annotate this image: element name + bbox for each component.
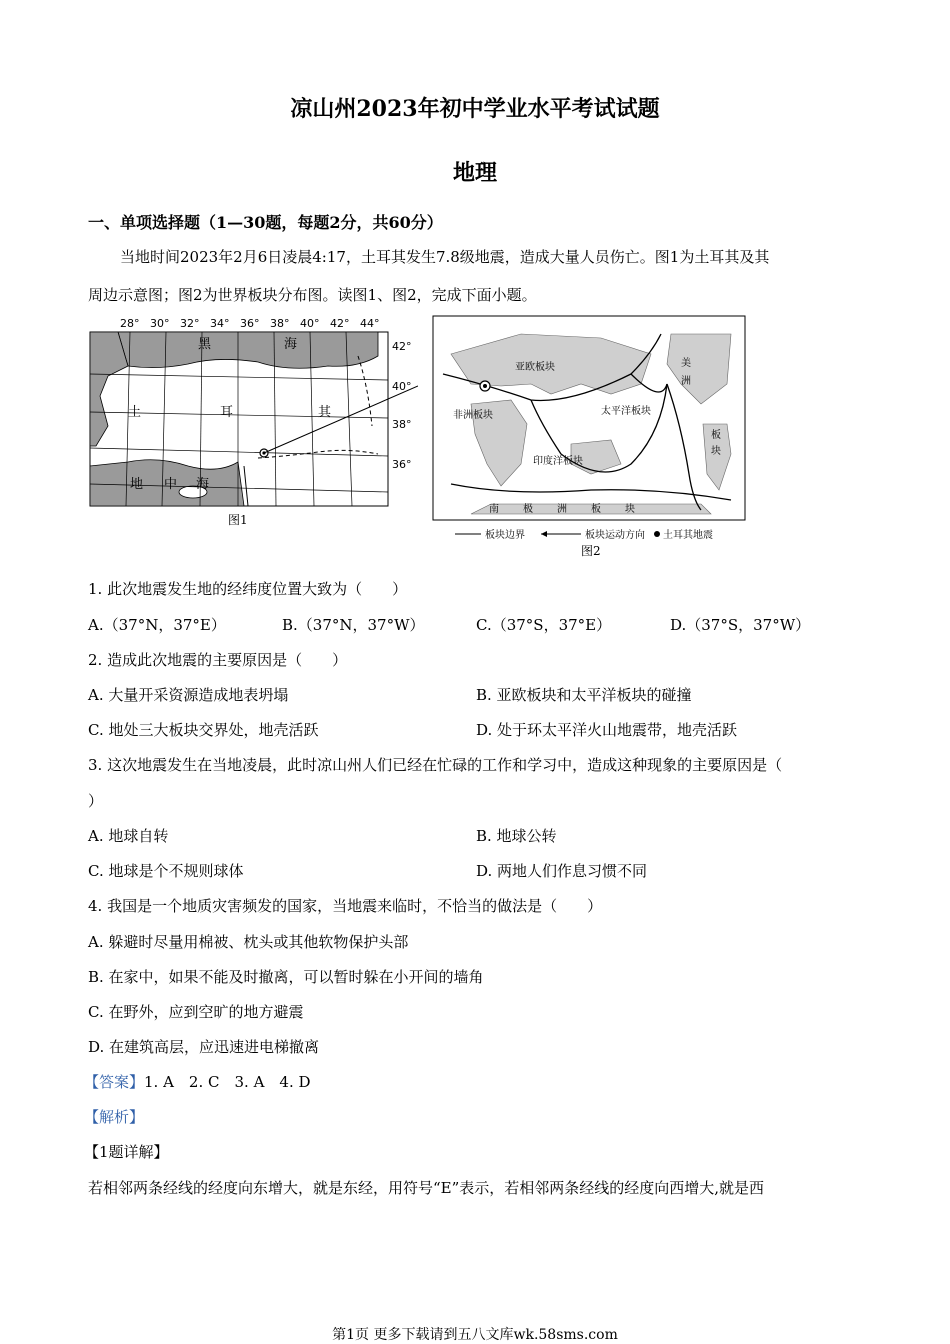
plate-label: 洲 xyxy=(681,376,691,387)
question-2-stem: 2. 造成此次地震的主要原因是（ ） xyxy=(88,651,348,669)
lon-label: 32° xyxy=(180,317,200,330)
question-3-option-a[interactable]: A. 地球自转 xyxy=(88,827,169,845)
figure-2-plate-map xyxy=(431,314,747,560)
analysis-text: 若相邻两条经线的经度向东增大，就是东经，用符号“E”表示，若相邻两条经线的经度向西增大,就是西 xyxy=(88,1179,765,1197)
lon-label: 36° xyxy=(240,317,260,330)
question-3-option-c[interactable]: C. 地球是个不规则球体 xyxy=(88,862,244,880)
question-3-stem: 3. 这次地震发生在当地凌晨，此时凉山州人们已经在忙碌的工作和学习中，造成这种现象的主要原因是（ xyxy=(88,756,783,774)
figure-1-caption: 图1 xyxy=(228,513,248,527)
legend-boundary: 板块边界 xyxy=(485,530,525,541)
subject-title: 地理 xyxy=(452,160,497,186)
question-2-option-a[interactable]: A. 大量开采资源造成地表坍塌 xyxy=(88,686,289,704)
answer-label: 【答案】 xyxy=(84,1073,145,1091)
intro-line-1: 当地时间2023年2月6日凌晨4:17，土耳其发生7.8级地震，造成大量人员伤亡。图1为土耳其及其 xyxy=(120,248,770,266)
lon-label: 40° xyxy=(300,317,320,330)
question-4-option-b[interactable]: B. 在家中，如果不能及时撤离，可以暂时躲在小开间的墙角 xyxy=(88,968,484,986)
question-1-stem: 1. 此次地震发生地的经纬度位置大致为（ ） xyxy=(88,580,408,598)
question-1-option-b[interactable]: B.（37°N，37°W） xyxy=(282,616,425,634)
plate-label: 美 xyxy=(681,358,691,369)
lat-label: 36° xyxy=(392,458,412,471)
lat-label: 40° xyxy=(392,380,412,393)
question-2-option-c[interactable]: C. 地处三大板块交界处，地壳活跃 xyxy=(88,721,319,739)
question-4-option-d[interactable]: D. 在建筑高层，应迅速进电梯撤离 xyxy=(88,1038,320,1056)
legend-quake: 土耳其地震 xyxy=(663,530,713,541)
plate-label: 洲 xyxy=(557,504,567,515)
plate-label: 板 xyxy=(591,504,601,515)
question-3-option-b[interactable]: B. 地球公转 xyxy=(476,827,557,845)
sea-label: 中 xyxy=(164,477,178,492)
plate-label: 板 xyxy=(711,430,721,441)
question-2-option-b[interactable]: B. 亚欧板块和太平洋板块的碰撞 xyxy=(476,686,692,704)
lon-label: 28° xyxy=(120,317,140,330)
figure-1-turkey-map xyxy=(88,316,418,530)
question-1-option-c[interactable]: C.（37°S，37°E） xyxy=(476,616,612,634)
exam-title: 凉山州2023年初中学业水平考试试题 xyxy=(290,96,660,122)
intro-line-2: 周边示意图；图2为世界板块分布图。读图1、图2，完成下面小题。 xyxy=(88,286,537,304)
sea-label: 海 xyxy=(284,337,298,352)
question-1-option-d[interactable]: D.（37°S，37°W） xyxy=(670,616,811,634)
lon-label: 38° xyxy=(270,317,290,330)
question-4-option-a[interactable]: A. 躲避时尽量用棉被、枕头或其他软物保护头部 xyxy=(88,933,409,951)
lon-label: 34° xyxy=(210,317,230,330)
figure-2-caption: 图2 xyxy=(581,544,601,558)
country-label: 其 xyxy=(318,405,332,420)
lon-label: 30° xyxy=(150,317,170,330)
plate-label: 块 xyxy=(711,446,721,457)
plate-label: 亚欧板块 xyxy=(515,362,555,373)
answer-line xyxy=(84,1071,311,1092)
page-footer: 第1页 更多下载请到五八文库wk.58sms.com xyxy=(332,1327,618,1343)
country-label: 土 xyxy=(128,405,142,420)
country-label: 耳 xyxy=(220,405,234,420)
lon-label: 44° xyxy=(360,317,380,330)
lat-label: 38° xyxy=(392,418,412,431)
plate-label: 非洲板块 xyxy=(453,410,493,421)
plate-label: 印度洋板块 xyxy=(533,456,583,467)
sea-label: 地 xyxy=(130,477,144,492)
plate-label: 极 xyxy=(523,504,533,515)
analysis-sub-label: 【1题详解】 xyxy=(84,1143,169,1161)
question-2-option-d[interactable]: D. 处于环太平洋火山地震带，地壳活跃 xyxy=(476,721,738,739)
sea-label: 海 xyxy=(196,477,210,492)
section-heading: 一、单项选择题（1—30题，每题2分，共60分） xyxy=(88,213,443,232)
question-3-option-d[interactable]: D. 两地人们作息习惯不同 xyxy=(476,862,648,880)
analysis-label: 【解析】 xyxy=(84,1108,145,1126)
plate-label: 南 xyxy=(489,504,499,515)
sea-label: 黑 xyxy=(198,337,212,352)
question-4-stem: 4. 我国是一个地质灾害频发的国家，当地震来临时，不恰当的做法是（ ） xyxy=(88,897,603,915)
answer-text: 1. A 2. C 3. A 4. D xyxy=(144,1073,311,1091)
lon-label: 42° xyxy=(330,317,350,330)
question-4-option-c[interactable]: C. 在野外，应到空旷的地方避震 xyxy=(88,1003,304,1021)
plate-label: 太平洋板块 xyxy=(601,406,651,417)
legend-direction: 板块运动方向 xyxy=(585,530,645,541)
lat-label: 42° xyxy=(392,340,412,353)
question-1-option-a[interactable]: A.（37°N，37°E） xyxy=(88,616,226,634)
plate-label: 块 xyxy=(625,504,635,515)
question-3-stem-cont: ） xyxy=(88,792,104,810)
